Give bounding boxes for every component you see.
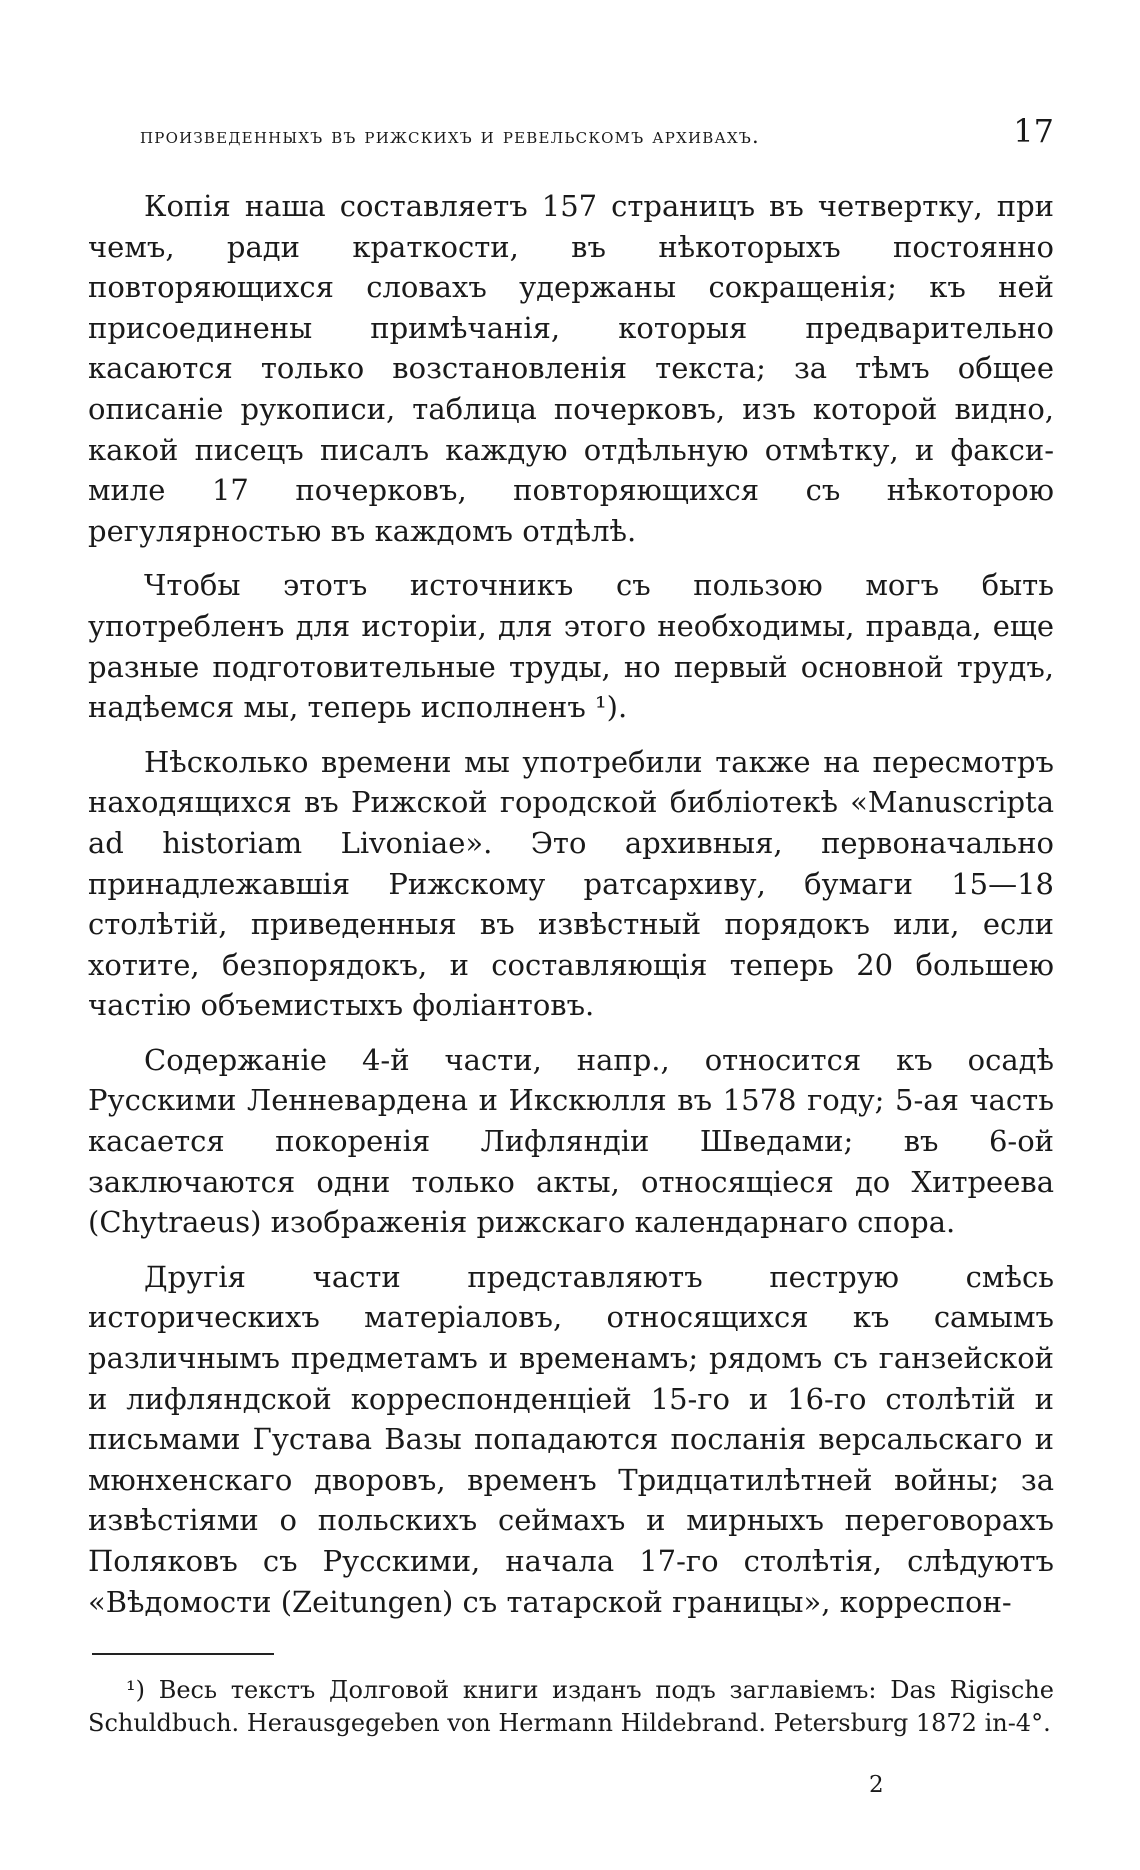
page-number: 17	[1013, 112, 1054, 150]
signature-mark: 2	[869, 1772, 884, 1798]
running-title: произведенныхъ въ рижскихъ и ревельскомъ архивахъ.	[140, 124, 760, 148]
paragraph: Чтобы этотъ источникъ съ пользою могъ быть употребленъ для исторіи, для этого необходимы, правда, еще разные подготовительные труды, но первый основной трудъ, надѣемся мы, теперь исполненъ ¹).	[88, 568, 1054, 725]
running-head	[88, 112, 1054, 156]
paragraph: Нѣсколько времени мы употребили также на пересмотръ находящихся въ Рижской городской библіотекѣ «Manuscripta ad historiam Livoniae». Это архивныя, первоначально принадлежавшія Рижскому ратсархиву, бумаги 15—18 столѣтій, приведенныя въ извѣстный порядокъ или, если хотите, безпорядокъ, и составляющія теперь 20 большею частію объемистыхъ фоліантовъ.	[88, 744, 1054, 1023]
paragraph: Содержаніе 4-й части, напр., относится къ осадѣ Русскими Ленневардена и Икскюлля въ 1578 году; 5-ая часть касается покоренія Лифляндіи Шведами; въ 6-ой заключаются одни только акты, относящіеся до Хитреева (Chytraeus) изображенія рижскаго календарнаго спора.	[88, 1042, 1054, 1240]
footnote-rule	[92, 1653, 274, 1655]
body-text	[88, 186, 1054, 1636]
paragraph: Копія наша составляетъ 157 страницъ въ четвертку, при чемъ, ради краткости, въ нѣкоторыхъ постоянно повторяющихся словахъ удержаны сокращенія; къ ней присоединены примѣчанія, которыя предварительно касаются только возстановленія текста; за тѣмъ общее описаніе рукописи, таблица почерковъ, изъ которой видно, какой писецъ писалъ каждую отдѣльную отмѣтку, и факсимиле 17 почерковъ, повторяющихся съ нѣкоторою регулярностью въ каждомъ отдѣлѣ.	[88, 189, 1054, 548]
book-page	[88, 0, 1054, 1870]
paragraph: Другія части представляютъ пеструю смѣсь историческихъ матеріаловъ, относящихся къ самымъ различнымъ предметамъ и временамъ; рядомъ съ ганзейской и лифляндской корреспонденціей 15-го и 16-го столѣтій и письмами Густава Вазы попадаются посланія версальскаго и мюнхенскаго дворовъ, временъ Тридцатилѣтней войны; за извѣстіями о польскихъ сеймахъ и мирныхъ переговорахъ Поляковъ съ Русскими, начала 17-го столѣтія, слѣдуютъ «Вѣдомости (Zeitungen) съ татарской границы», корреспон-	[88, 1259, 1054, 1619]
footnote: ¹) Весь текстъ Долговой книги изданъ подъ заглавіемъ: Das Rigische Schuldbuch. Herausgegeben von Hermann Hildebrand. Petersburg 1872 in-4°.	[88, 1676, 1054, 1737]
